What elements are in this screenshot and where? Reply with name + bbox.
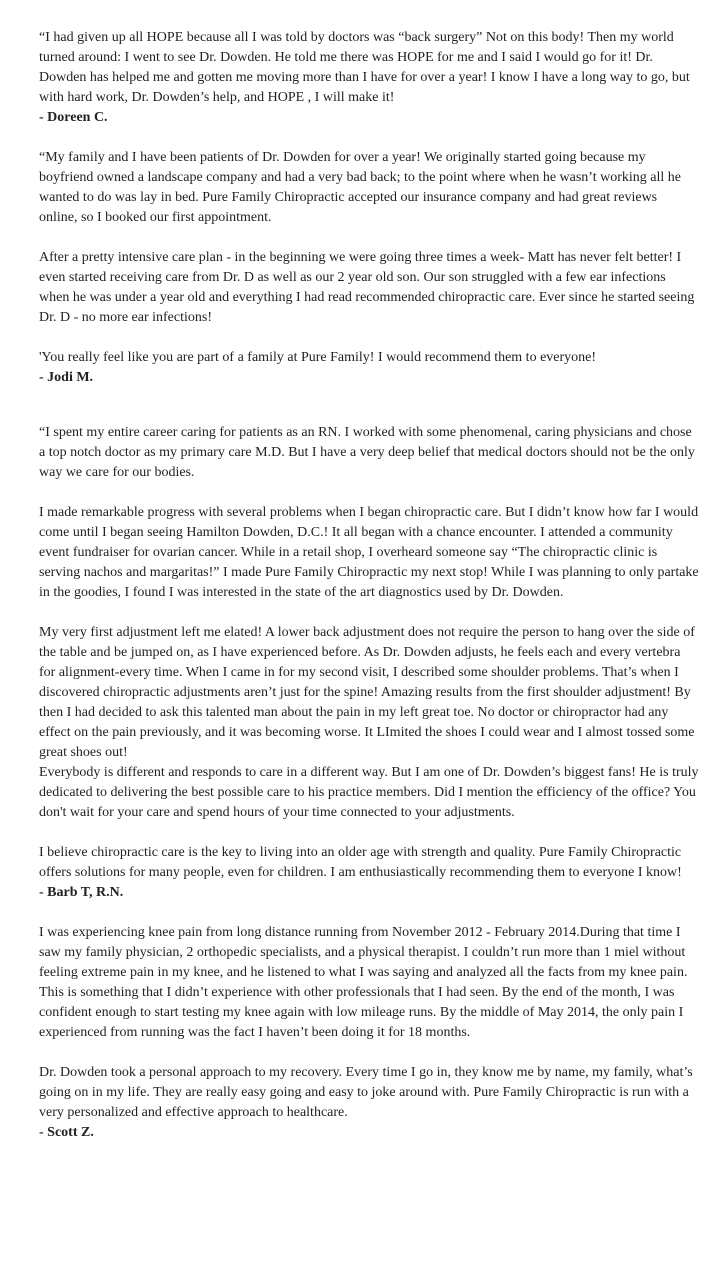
- testimonial-paragraph: My very first adjustment left me elated! A lower back adjustment does not require the person to hang over the side of the table and be jumped on, as I have experienced before. As Dr. Dowden adjusts, he feels each and every vertebra for alignment-every time. When I came in for my second visit, I described some shoulder problems. That’s when I discovered chiropractic adjustments aren’t just for the spine! Amazing results from the first shoulder adjustment! By then I had decided to ask this talented man about the pain in my left great toe. No doctor or chiropractor had any effect on the pain previously, and it was becoming worse. It LImited the shoes I could wear and I almost tossed some great shoes out! Everybody is different and responds to care in a different way. But I am one of Dr. Dowden’s biggest fans! He is truly dedicated to delivering the best possible care to his practice members. Did I mention the efficiency of the office? You don't wait for your care and spend hours of your time connected to your adjustments.: [39, 625, 699, 820]
- testimonial-author: - Jodi M.: [39, 370, 94, 385]
- testimonial-paragraph: After a pretty intensive care plan - in the beginning we were going three times a week- Matt has never felt better! I even started receiving care from Dr. D as well as our 2 year old son. Our son struggled with a few ear infections when he was under a year old and everything I had read recommended chiropractic care. Ever since he started seeing Dr. D - no more ear infections!: [39, 250, 695, 325]
- testimonial-author: - Doreen C.: [39, 110, 108, 125]
- testimonial-paragraph: “I had given up all HOPE because all I was told by doctors was “back surgery” Not on this body! Then my world turned around: I went to see Dr. Dowden. He told me there was HOPE for me and I said I would go for it! Dr. Dowden has helped me and gotten me moving more than I have for over a year! I know I have a long way to go, but with hard work, Dr. Dowden’s help, and HOPE , I will make it!: [39, 30, 690, 105]
- testimonial-author: - Scott Z.: [39, 1125, 94, 1140]
- testimonial-scott: [39, 923, 699, 1143]
- testimonial-paragraph: “I spent my entire career caring for patients as an RN. I worked with some phenomenal, caring physicians and chose a top notch doctor as my primary care M.D. But I have a very deep belief that medical doctors should not be the only way we care for our bodies.: [39, 425, 695, 480]
- testimonial-barb: [39, 423, 699, 903]
- testimonial-author: - Barb T, R.N.: [39, 885, 124, 900]
- testimonial-paragraph: “My family and I have been patients of Dr. Dowden for over a year! We originally started going because my boyfriend owned a landscape company and had a very bad back; to the point where when he wasn’t working all he wanted to do was lay in bed. Pure Family Chiropractic accepted our insurance company and had great reviews online, so I booked our first appointment.: [39, 150, 681, 225]
- testimonial-paragraph: Dr. Dowden took a personal approach to my recovery. Every time I go in, they know me by name, my family, what’s going on in my life. They are really easy going and easy to joke around with. Pure Family Chiropractic is run with a very personalized and effective approach to healthcare.: [39, 1065, 693, 1120]
- testimonials-page: [39, 28, 699, 1143]
- testimonial-doreen: [39, 28, 699, 128]
- testimonial-paragraph: I believe chiropractic care is the key to living into an older age with strength and quality. Pure Family Chiropractic offers solutions for many people, even for children. I am enthusiastically recommending them to everyone I know!: [39, 845, 682, 880]
- testimonial-paragraph: I made remarkable progress with several problems when I began chiropractic care. But I didn’t know how far I would come until I began seeing Hamilton Dowden, D.C.! It all began with a chance encounter. I attended a community event fundraiser for ovarian cancer. While in a retail shop, I overheard someone say “The chiropractic clinic is serving nachos and margaritas!” I made Pure Family Chiropractic my next stop! While I was planning to only partake in the goodies, I found I was interested in the state of the art diagnostics used by Dr. Dowden.: [39, 505, 699, 600]
- testimonial-paragraph: 'You really feel like you are part of a family at Pure Family! I would recommend them to everyone!: [39, 350, 597, 365]
- testimonial-jodi: [39, 148, 699, 388]
- testimonial-paragraph: I was experiencing knee pain from long distance running from November 2012 - February 2014.During that time I saw my family physician, 2 orthopedic specialists, and a physical therapist. I couldn’t run more than 1 miel without feeling extreme pain in my knee, and he listened to what I was saying and analyzed all the facts from my knee pain. This is something that I didn’t experience with other professionals that I had seen. By the end of the month, I was confident enough to start testing my knee again with low mileage runs. By the middle of May 2014, the only pain I experienced from running was the fact I haven’t been doing it for 18 months.: [39, 925, 688, 1040]
